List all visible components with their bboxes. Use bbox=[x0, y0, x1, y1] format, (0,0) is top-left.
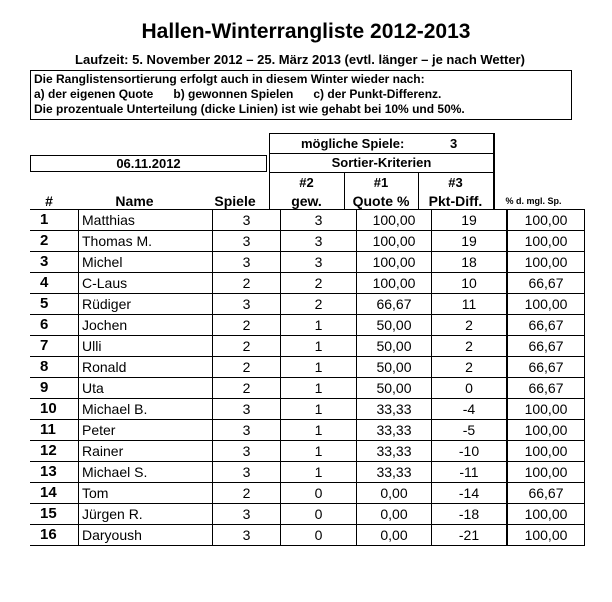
table-row bbox=[30, 231, 585, 252]
won-cell: 1 bbox=[281, 399, 357, 420]
pct-cell: 100,00 bbox=[507, 252, 585, 273]
quote-cell: 33,33 bbox=[357, 420, 432, 441]
name-cell: Ronald bbox=[79, 357, 213, 378]
quote-cell: 50,00 bbox=[357, 336, 432, 357]
name-cell: Michael S. bbox=[79, 462, 213, 483]
name-cell: Ulli bbox=[79, 336, 213, 357]
quote-cell: 33,33 bbox=[357, 462, 432, 483]
pct-cell: 66,67 bbox=[507, 273, 585, 294]
name-cell: Jochen bbox=[79, 315, 213, 336]
header-won-num: #2 bbox=[299, 175, 314, 190]
quote-cell: 100,00 bbox=[357, 273, 432, 294]
rank-cell: 13 bbox=[30, 462, 79, 483]
name-cell: Thomas M. bbox=[79, 231, 213, 252]
pct-cell: 100,00 bbox=[507, 525, 585, 546]
pct-cell: 100,00 bbox=[507, 420, 585, 441]
games-cell: 3 bbox=[213, 231, 281, 252]
header-quote-num: #1 bbox=[373, 175, 389, 190]
header-rank: # bbox=[45, 193, 53, 209]
quote-cell: 33,33 bbox=[357, 399, 432, 420]
quote-cell: 100,00 bbox=[357, 210, 432, 231]
won-cell: 2 bbox=[281, 294, 357, 315]
diff-cell: -14 bbox=[432, 483, 508, 504]
diff-cell: -11 bbox=[432, 462, 508, 483]
possible-games-box bbox=[269, 133, 494, 154]
pct-cell: 100,00 bbox=[507, 231, 585, 252]
diff-cell: 2 bbox=[432, 357, 508, 378]
rank-cell: 1 bbox=[30, 210, 79, 231]
pct-cell: 100,00 bbox=[507, 294, 585, 315]
won-cell: 3 bbox=[281, 231, 357, 252]
diff-cell: -5 bbox=[432, 420, 508, 441]
notes-line-3: Die prozentuale Unterteilung (dicke Linien) ist wie gehabt bei 10% und 50%. bbox=[34, 102, 465, 116]
table-row bbox=[30, 378, 585, 399]
name-cell: Uta bbox=[79, 378, 213, 399]
games-cell: 3 bbox=[213, 252, 281, 273]
notes-line-1: Die Ranglistensortierung erfolgt auch in diesem Winter wieder nach: bbox=[34, 72, 425, 86]
games-cell: 3 bbox=[213, 462, 281, 483]
sort-criteria-header: Sortier-Kriterien bbox=[269, 153, 494, 173]
table-row bbox=[30, 294, 585, 315]
diff-cell: 2 bbox=[432, 336, 508, 357]
rank-cell: 12 bbox=[30, 441, 79, 462]
won-cell: 3 bbox=[281, 210, 357, 231]
diff-cell: 10 bbox=[432, 273, 508, 294]
table-row bbox=[30, 441, 585, 462]
table-row bbox=[30, 252, 585, 273]
quote-cell: 33,33 bbox=[357, 441, 432, 462]
rank-cell: 14 bbox=[30, 483, 79, 504]
table-row bbox=[30, 210, 585, 231]
table-row bbox=[30, 420, 585, 441]
rank-cell: 5 bbox=[30, 294, 79, 315]
games-cell: 2 bbox=[213, 378, 281, 399]
games-cell: 3 bbox=[213, 294, 281, 315]
won-cell: 1 bbox=[281, 441, 357, 462]
name-cell: Jürgen R. bbox=[79, 504, 213, 525]
diff-cell: -21 bbox=[432, 525, 508, 546]
won-cell: 0 bbox=[281, 504, 357, 525]
won-cell: 1 bbox=[281, 420, 357, 441]
diff-cell: 19 bbox=[432, 231, 508, 252]
header-quote: Quote % bbox=[352, 193, 410, 209]
won-cell: 3 bbox=[281, 252, 357, 273]
header-pct: % d. mgl. Sp. bbox=[505, 196, 562, 206]
rank-cell: 16 bbox=[30, 525, 79, 546]
notes-line-2: a) der eigenen Quote b) gewonnen Spielen c) der Punkt-Differenz. bbox=[34, 87, 442, 101]
rank-cell: 6 bbox=[30, 315, 79, 336]
won-cell: 1 bbox=[281, 462, 357, 483]
rank-cell: 2 bbox=[30, 231, 79, 252]
diff-cell: 11 bbox=[432, 294, 508, 315]
games-cell: 2 bbox=[213, 357, 281, 378]
pct-cell: 66,67 bbox=[507, 378, 585, 399]
rank-cell: 7 bbox=[30, 336, 79, 357]
name-cell: Rüdiger bbox=[79, 294, 213, 315]
quote-cell: 50,00 bbox=[357, 315, 432, 336]
date-box: 06.11.2012 bbox=[30, 155, 267, 172]
won-cell: 0 bbox=[281, 525, 357, 546]
possible-games-value: 3 bbox=[450, 136, 458, 151]
diff-cell: 0 bbox=[432, 378, 508, 399]
name-cell: Rainer bbox=[79, 441, 213, 462]
header-diff: Pkt-Diff. bbox=[428, 193, 483, 209]
period-subtitle: Laufzeit: 5. November 2012 – 25. März 2013 (evtl. länger – je nach Wetter) bbox=[75, 52, 525, 67]
table-row bbox=[30, 525, 585, 546]
possible-games-label: mögliche Spiele: bbox=[301, 136, 405, 151]
name-cell: Daryoush bbox=[79, 525, 213, 546]
won-cell: 1 bbox=[281, 378, 357, 399]
pct-cell: 100,00 bbox=[507, 441, 585, 462]
games-cell: 2 bbox=[213, 273, 281, 294]
name-cell: Michael B. bbox=[79, 399, 213, 420]
quote-cell: 100,00 bbox=[357, 252, 432, 273]
rank-cell: 9 bbox=[30, 378, 79, 399]
quote-cell: 0,00 bbox=[357, 525, 432, 546]
quote-cell: 50,00 bbox=[357, 357, 432, 378]
pct-cell: 100,00 bbox=[507, 462, 585, 483]
table-row bbox=[30, 483, 585, 504]
name-cell: Michel bbox=[79, 252, 213, 273]
won-cell: 2 bbox=[281, 273, 357, 294]
quote-cell: 0,00 bbox=[357, 504, 432, 525]
quote-cell: 0,00 bbox=[357, 483, 432, 504]
games-cell: 2 bbox=[213, 336, 281, 357]
pct-cell: 100,00 bbox=[507, 399, 585, 420]
games-cell: 2 bbox=[213, 315, 281, 336]
ranking-table bbox=[30, 209, 585, 546]
games-cell: 3 bbox=[213, 504, 281, 525]
diff-cell: 19 bbox=[432, 210, 508, 231]
won-cell: 1 bbox=[281, 357, 357, 378]
quote-cell: 50,00 bbox=[357, 378, 432, 399]
games-cell: 3 bbox=[213, 525, 281, 546]
games-cell: 3 bbox=[213, 399, 281, 420]
rank-cell: 15 bbox=[30, 504, 79, 525]
pct-cell: 66,67 bbox=[507, 315, 585, 336]
header-games: Spiele bbox=[214, 193, 256, 209]
pct-cell: 66,67 bbox=[507, 357, 585, 378]
rank-cell: 10 bbox=[30, 399, 79, 420]
table-row bbox=[30, 273, 585, 294]
name-cell: Peter bbox=[79, 420, 213, 441]
won-cell: 1 bbox=[281, 336, 357, 357]
table-row bbox=[30, 315, 585, 336]
games-cell: 3 bbox=[213, 210, 281, 231]
diff-cell: -10 bbox=[432, 441, 508, 462]
page-title: Hallen-Winterrangliste 2012-2013 bbox=[141, 20, 471, 43]
table-row bbox=[30, 462, 585, 483]
name-cell: C-Laus bbox=[79, 273, 213, 294]
won-cell: 0 bbox=[281, 483, 357, 504]
games-cell: 2 bbox=[213, 483, 281, 504]
table-row bbox=[30, 399, 585, 420]
pct-cell: 66,67 bbox=[507, 336, 585, 357]
rank-cell: 11 bbox=[30, 420, 79, 441]
sorting-notes bbox=[30, 70, 572, 120]
pct-cell: 100,00 bbox=[507, 504, 585, 525]
header-name: Name bbox=[115, 193, 154, 209]
diff-cell: 18 bbox=[432, 252, 508, 273]
diff-cell: -4 bbox=[432, 399, 508, 420]
header-diff-num: #3 bbox=[448, 175, 463, 190]
rank-cell: 8 bbox=[30, 357, 79, 378]
table-row bbox=[30, 504, 585, 525]
name-cell: Tom bbox=[79, 483, 213, 504]
diff-cell: 2 bbox=[432, 315, 508, 336]
pct-cell: 66,67 bbox=[507, 483, 585, 504]
quote-cell: 100,00 bbox=[357, 231, 432, 252]
rank-cell: 4 bbox=[30, 273, 79, 294]
name-cell: Matthias bbox=[79, 210, 213, 231]
table-row bbox=[30, 357, 585, 378]
rank-cell: 3 bbox=[30, 252, 79, 273]
diff-cell: -18 bbox=[432, 504, 508, 525]
pct-cell: 100,00 bbox=[507, 210, 585, 231]
header-won: gew. bbox=[291, 193, 322, 209]
games-cell: 3 bbox=[213, 441, 281, 462]
quote-cell: 66,67 bbox=[357, 294, 432, 315]
games-cell: 3 bbox=[213, 420, 281, 441]
table-row bbox=[30, 336, 585, 357]
won-cell: 1 bbox=[281, 315, 357, 336]
